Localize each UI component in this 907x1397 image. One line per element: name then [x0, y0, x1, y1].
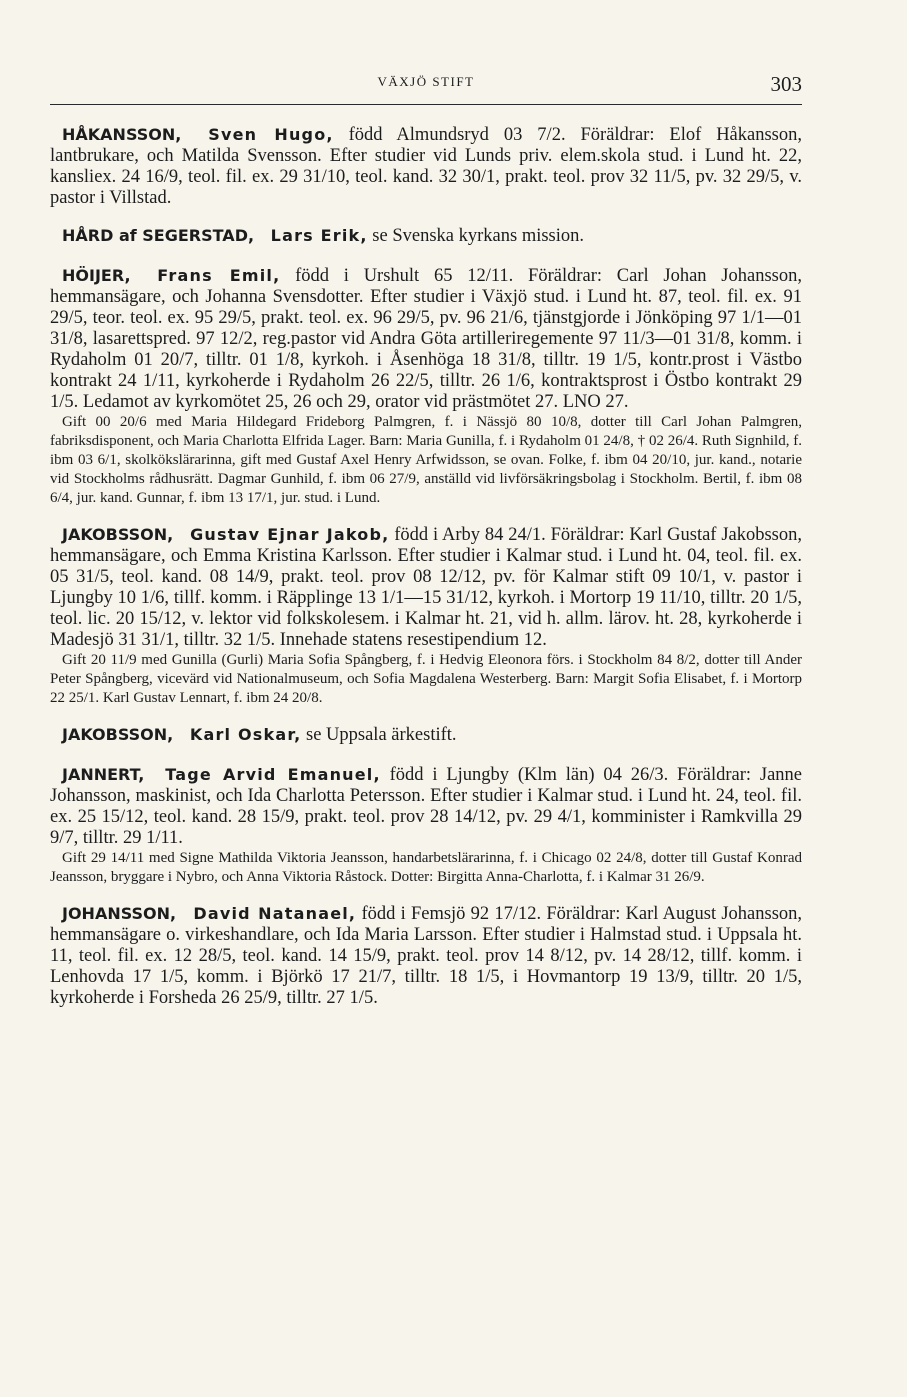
entry-surname: HÅRD af SEGERSTAD,	[62, 226, 255, 245]
entry-hakansson	[50, 124, 802, 209]
entry-family: Gift 20 11/9 med Gunilla (Gurli) Maria Sofia Spångberg, f. i Hedvig Eleonora förs. i Stockholm 84 8/2, dotter till Ander Peter Spångberg, vicevärd vid Nationalmuseum, och Sofia Magdalena Westerberg. Barn: Margit Sofia Elisabet, f. i Mortorp 22 25/1. Karl Gustav Lennart, f. ibm 24 20/8.	[50, 652, 802, 706]
entry-jannert	[50, 764, 802, 887]
entry-family: Gift 29 14/11 med Signe Mathilda Viktoria Jeansson, handarbetslärarinna, f. i Chicago 02 24/8, dotter till Gustaf Konrad Jeansson, bryggare i Nybro, och Anna Viktoria Råstock. Dotter: Birgitta Anna-Charlotta, f. i Kalmar 31 26/9.	[50, 850, 802, 885]
entry-text	[50, 903, 802, 1009]
entry-text	[50, 265, 802, 413]
entry-surname: JANNERT,	[62, 765, 145, 784]
entry-given-names: Gustav Ejnar Jakob,	[190, 525, 390, 544]
page-number: 303	[770, 72, 802, 96]
entry-hoijer	[50, 265, 802, 508]
entry-text	[50, 225, 802, 247]
entry-given-names: Sven Hugo,	[208, 125, 334, 144]
entry-surname: HÖIJER,	[62, 266, 131, 285]
entry-text	[50, 524, 802, 651]
page-header	[50, 64, 802, 105]
entries-column	[50, 124, 802, 1025]
entry-jakobsson-gustav	[50, 524, 802, 708]
entry-johansson	[50, 903, 802, 1009]
entry-text	[50, 124, 802, 209]
entry-reference: se Svenska kyrkans mission.	[372, 226, 585, 246]
entry-given-names: Tage Arvid Emanuel,	[165, 765, 381, 784]
entry-text	[50, 724, 802, 746]
entry-surname: JAKOBSSON,	[62, 725, 174, 744]
entry-jakobsson-karl	[50, 724, 802, 746]
entry-surname: JOHANSSON,	[62, 904, 177, 923]
entry-biography: född i Ljungby (Klm län) 04 26/3. Föräldrar: Janne Johansson, maskinist, och Ida Charlotta Petersson. Efter studier i Kalmar stud. i Lund ht. 24, teol. fil. ex. 25 15/12, teol. kand. 28 15/9, prakt. teol. prov 28 14/12, pv. 29 4/1, komminister i Ramkvilla 29 9/7, tilltr. 29 1/11.	[50, 765, 802, 848]
entry-given-names: Karl Oskar,	[189, 725, 302, 744]
entry-biography: född Almundsryd 03 7/2. Föräldrar: Elof Håkansson, lantbrukare, och Matilda Svensson. Efter studier vid Lunds priv. elem.skola stud. i Lund ht. 22, kansliex. 24 16/9, teol. fil. ex. 29 31/10, teol. kand. 32 30/1, prakt. teol. prov 32 11/5, pv. 32 29/5, v. pastor i Villstad.	[50, 125, 802, 208]
entry-family: Gift 00 20/6 med Maria Hildegard Frideborg Palmgren, f. i Nässjö 80 10/8, dotter till Carl Johan Palmgren, fabriksdisponent, och Maria Charlotta Elfrida Lager. Barn: Maria Gunilla, f. i Rydaholm 01 24/8, † 02 26/4. Ruth Signhild, f. ibm 03 6/1, skolkökslärarinna, gift med Gustaf Axel Henry Arfwidsson, se ovan. Folke, f. ibm 04 20/10, jur. kand., notarie vid Stockholms rådhusrätt. Dagmar Gunhild, f. ibm 06 27/9, anställd vid livförsäkringsbolag i Stockholm. Bertil, f. ibm 08 6/4, jur. kand. Gunnar, f. ibm 13 17/1, jur. stud. i Lund.	[50, 414, 802, 506]
entry-biography: född i Urshult 65 12/11. Föräldrar: Carl Johan Johansson, hemmansägare, och Johanna Svensdotter. Efter studier i Växjö stud. i Lund ht. 87, teol. fil. ex. 91 29/5, teor. teol. ex. 95 29/5, prakt. teol. ex. 96 29/5, pv. 96 21/6, tjänstgjorde i Jönköping 97 1/1—01 31/8, lasarettspred. 97 12/2, reg.pastor vid Andra Göta artilleriregemente 97 11/3—01 31/8, komm. i Rydaholm 01 20/7, tilltr. 01 1/8, kyrkoh. i Åsenhöga 18 31/8, tilltr. 19 1/5, kontr.prost i Västbo kontrakt 24 1/11, kyrkoherde i Rydaholm 26 22/5, tilltr. 26 1/6, kontraktsprost i Östbo kontrakt 29 1/5. Ledamot av kyrkomötet 25, 26 och 29, orator vid prästmötet 27. LNO 27.	[50, 266, 802, 412]
entry-given-names: Frans Emil,	[157, 266, 281, 285]
entry-biography: född i Femsjö 92 17/12. Föräldrar: Karl August Johansson, hemmansägare o. virkeshandlare, och Ida Maria Larsson. Efter studier i Halmstad stud. i Uppsala ht. 11, teol. fil. ex. 12 28/5, teol. kand. 14 15/9, prakt. teol. prov 14 8/12, pv. 14 28/12, tillf. komm. i Lenhovda 17 1/5, komm. i Björkö 17 21/7, tilltr. 18 1/5, i Hovmantorp 19 13/9, tilltr. 20 1/5, kyrkoherde i Forsheda 26 25/9, tilltr. 27 1/5.	[50, 904, 803, 1008]
entry-hard-af-segerstad	[50, 225, 802, 247]
entry-given-names: Lars Erik,	[270, 226, 368, 245]
running-title: VÄXJÖ STIFT	[377, 74, 475, 89]
entry-biography: född i Arby 84 24/1. Föräldrar: Karl Gustaf Jakobsson, hemmansägare, och Emma Kristina Karlsson. Efter studier i Kalmar stud. i Lund ht. 04, teol. fil. ex. 05 31/5, teol. kand. 08 14/9, prakt. teol. prov 08 12/12, pv. för Kalmar stift 09 10/1, v. pastor i Ljungby 10 1/6, tillf. komm. i Räpplinge 13 1/1—15 31/12, kyrkoh. i Mortorp 19 11/10, tilltr. 20 1/5, teol. lic. 20 15/12, v. lektor vid folkskolesem. i Kalmar ht. 21, vid h. allm. lärov. ht. 28, kyrkoherde i Madesjö 31 31/1, tilltr. 32 1/5. Innehade statens resestipendium 12.	[50, 525, 803, 650]
entry-surname: HÅKANSSON,	[62, 125, 182, 144]
entry-text	[50, 764, 802, 849]
entry-given-names: David Natanael,	[193, 904, 357, 923]
entry-surname: JAKOBSSON,	[62, 525, 174, 544]
entry-reference: se Uppsala ärkestift.	[306, 725, 457, 745]
